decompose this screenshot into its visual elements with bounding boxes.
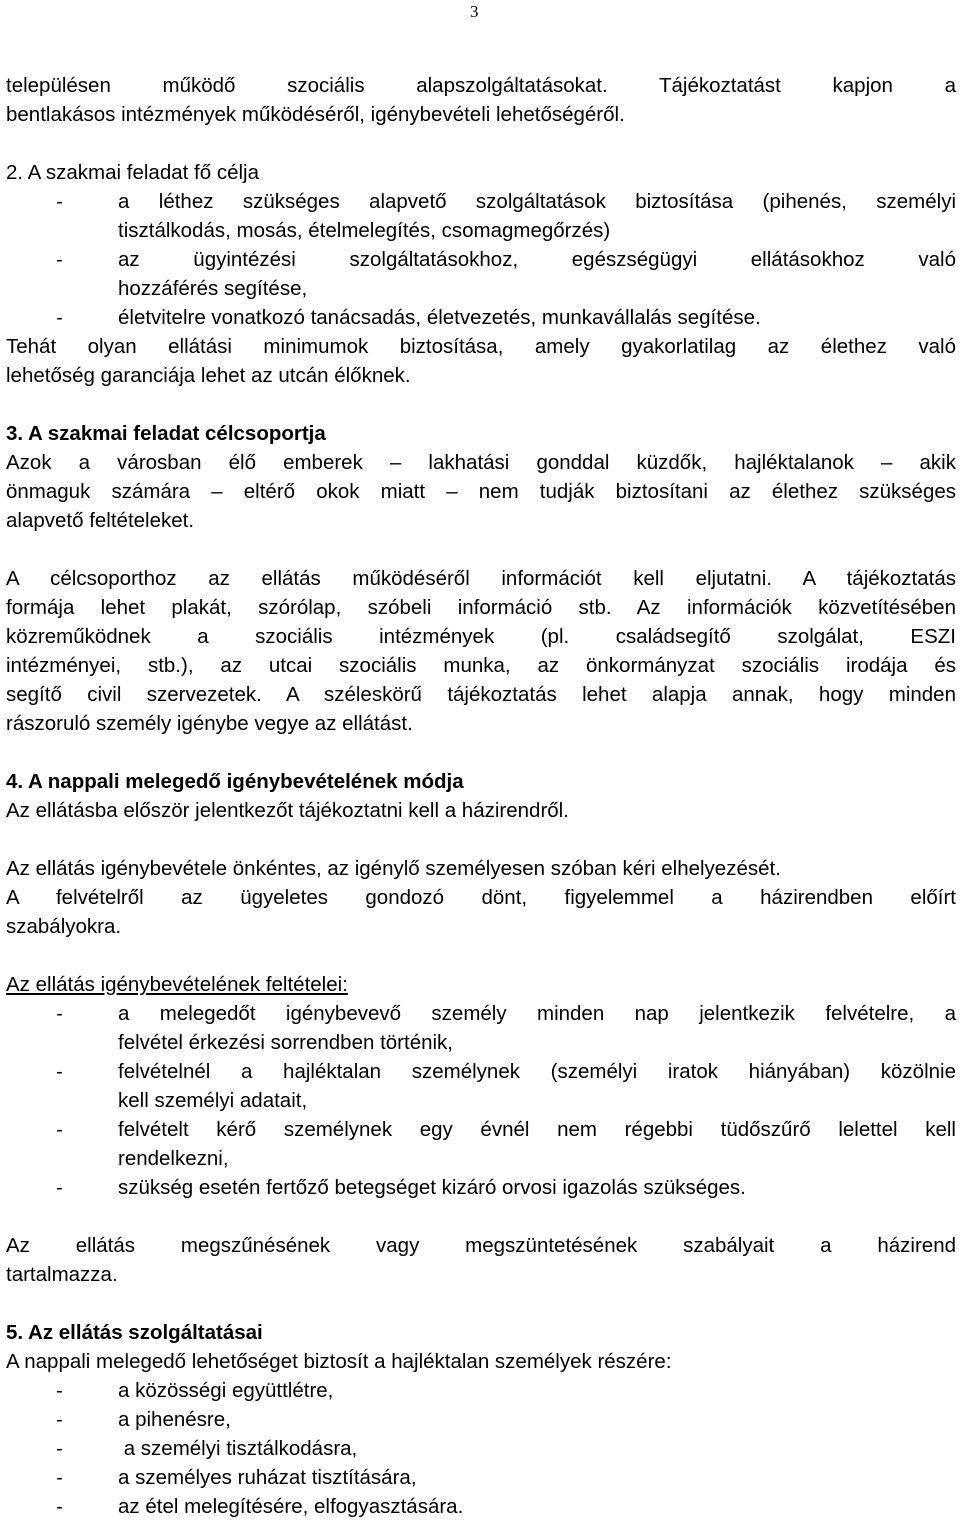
paragraph-line: rászoruló személy igénybe vegye az ellátást. xyxy=(6,712,413,735)
list-item-text: kell személyi adatait, xyxy=(118,1089,308,1112)
list-dash: - xyxy=(56,1002,63,1025)
paragraph-line: szabályokra. xyxy=(6,915,122,938)
list-item-text: felvétel érkezési sorrendben történik, xyxy=(118,1031,454,1054)
list-dash: - xyxy=(56,1495,63,1518)
list-dash: - xyxy=(56,248,63,271)
list-item-text: rendelkezni, xyxy=(118,1147,229,1170)
list-item-text: a melegedőt igénybevevő személy minden nap jelentkezik felvételre, a xyxy=(118,1002,956,1025)
list-dash: - xyxy=(56,1466,63,1489)
list-item-text: a léthez szükséges alapvető szolgáltatások biztosítása (pihenés, személyi xyxy=(118,190,956,213)
list-item-text: felvételnél a hajléktalan személynek (személyi iratok hiányában) közölnie xyxy=(118,1060,956,1083)
section-3-heading: 3. A szakmai feladat célcsoportja xyxy=(6,422,326,445)
list-dash: - xyxy=(56,1060,63,1083)
paragraph-line: Az ellátás megszűnésének vagy megszüntetésének szabályait a házirend xyxy=(6,1234,956,1257)
paragraph-line: tartalmazza. xyxy=(6,1263,118,1286)
list-item-text: a pihenésre, xyxy=(118,1408,231,1431)
paragraph-line: Tehát olyan ellátási minimumok biztosítása, amely gyakorlatilag az élethez való xyxy=(6,335,956,358)
list-dash: - xyxy=(56,190,63,213)
paragraph-line: bentlakásos intézmények működéséről, igénybevételi lehetőségéről. xyxy=(6,103,625,126)
paragraph-line: alapvető feltételeket. xyxy=(6,509,195,532)
list-item-text: az ügyintézési szolgáltatásokhoz, egészségügyi ellátásokhoz való xyxy=(118,248,956,271)
paragraph-line: A felvételről az ügyeletes gondozó dönt, figyelemmel a házirendben előírt xyxy=(6,886,956,909)
paragraph-line: településen működő szociális alapszolgáltatásokat. Tájékoztatást kapjon a xyxy=(6,74,956,97)
paragraph-line: segítő civil szervezetek. A széleskörű tájékoztatás lehet alapja annak, hogy minden xyxy=(6,683,956,706)
list-item-text: a személyi tisztálkodásra, xyxy=(118,1437,358,1460)
list-dash: - xyxy=(56,1118,63,1141)
list-item-text: az étel melegítésére, elfogyasztására. xyxy=(118,1495,464,1518)
list-item-text: felvételt kérő személynek egy évnél nem régebbi tüdőszűrő lelettel kell xyxy=(118,1118,956,1141)
list-item-text: szükség esetén fertőző betegséget kizáró orvosi igazolás szükséges. xyxy=(118,1176,746,1199)
list-item-text: a közösségi együttlétre, xyxy=(118,1379,334,1402)
paragraph-line: Azok a városban élő emberek – lakhatási gonddal küzdők, hajléktalanok – akik xyxy=(6,451,956,474)
list-dash: - xyxy=(56,1379,63,1402)
list-dash: - xyxy=(56,306,63,329)
list-dash: - xyxy=(56,1176,63,1199)
paragraph-line: A nappali melegedő lehetőséget biztosít a hajléktalan személyek részére: xyxy=(6,1350,672,1373)
page-number: 3 xyxy=(470,2,479,21)
paragraph-line: formája lehet plakát, szórólap, szóbeli információ stb. Az információk közvetítésében xyxy=(6,596,956,619)
paragraph-line: lehetőség garanciája lehet az utcán élőknek. xyxy=(6,364,411,387)
list-dash: - xyxy=(56,1408,63,1431)
paragraph-line: Az ellátás igénybevétele önkéntes, az igénylő személyesen szóban kéri elhelyezését. xyxy=(6,857,781,880)
list-item-text: tisztálkodás, mosás, ételmelegítés, csomagmegőrzés) xyxy=(118,219,611,242)
paragraph-line: A célcsoporthoz az ellátás működéséről információt kell eljutatni. A tájékoztatás xyxy=(6,567,956,590)
paragraph-line: intézményei, stb.), az utcai szociális munka, az önkormányzat szociális irodája és xyxy=(6,654,956,677)
list-dash: - xyxy=(56,1437,63,1460)
section-4-heading: 4. A nappali melegedő igénybevételének módja xyxy=(6,770,464,793)
paragraph-line: közreműködnek a szociális intézmények (pl. családsegítő szolgálat, ESZI xyxy=(6,625,956,648)
section-2-heading: 2. A szakmai feladat fő célja xyxy=(6,161,259,184)
list-item-text: életvitelre vonatkozó tanácsadás, életvezetés, munkavállalás segítése. xyxy=(118,306,761,329)
paragraph-line: önmaguk számára – eltérő okok miatt – nem tudják biztosítani az élethez szükséges xyxy=(6,480,956,503)
list-item-text: hozzáférés segítése, xyxy=(118,277,308,300)
list-item-text: a személyes ruházat tisztítására, xyxy=(118,1466,417,1489)
conditions-heading: Az ellátás igénybevételének feltételei: xyxy=(6,973,348,996)
paragraph-line: Az ellátásba először jelentkezőt tájékoztatni kell a házirendről. xyxy=(6,799,569,822)
section-5-heading: 5. Az ellátás szolgáltatásai xyxy=(6,1321,263,1344)
